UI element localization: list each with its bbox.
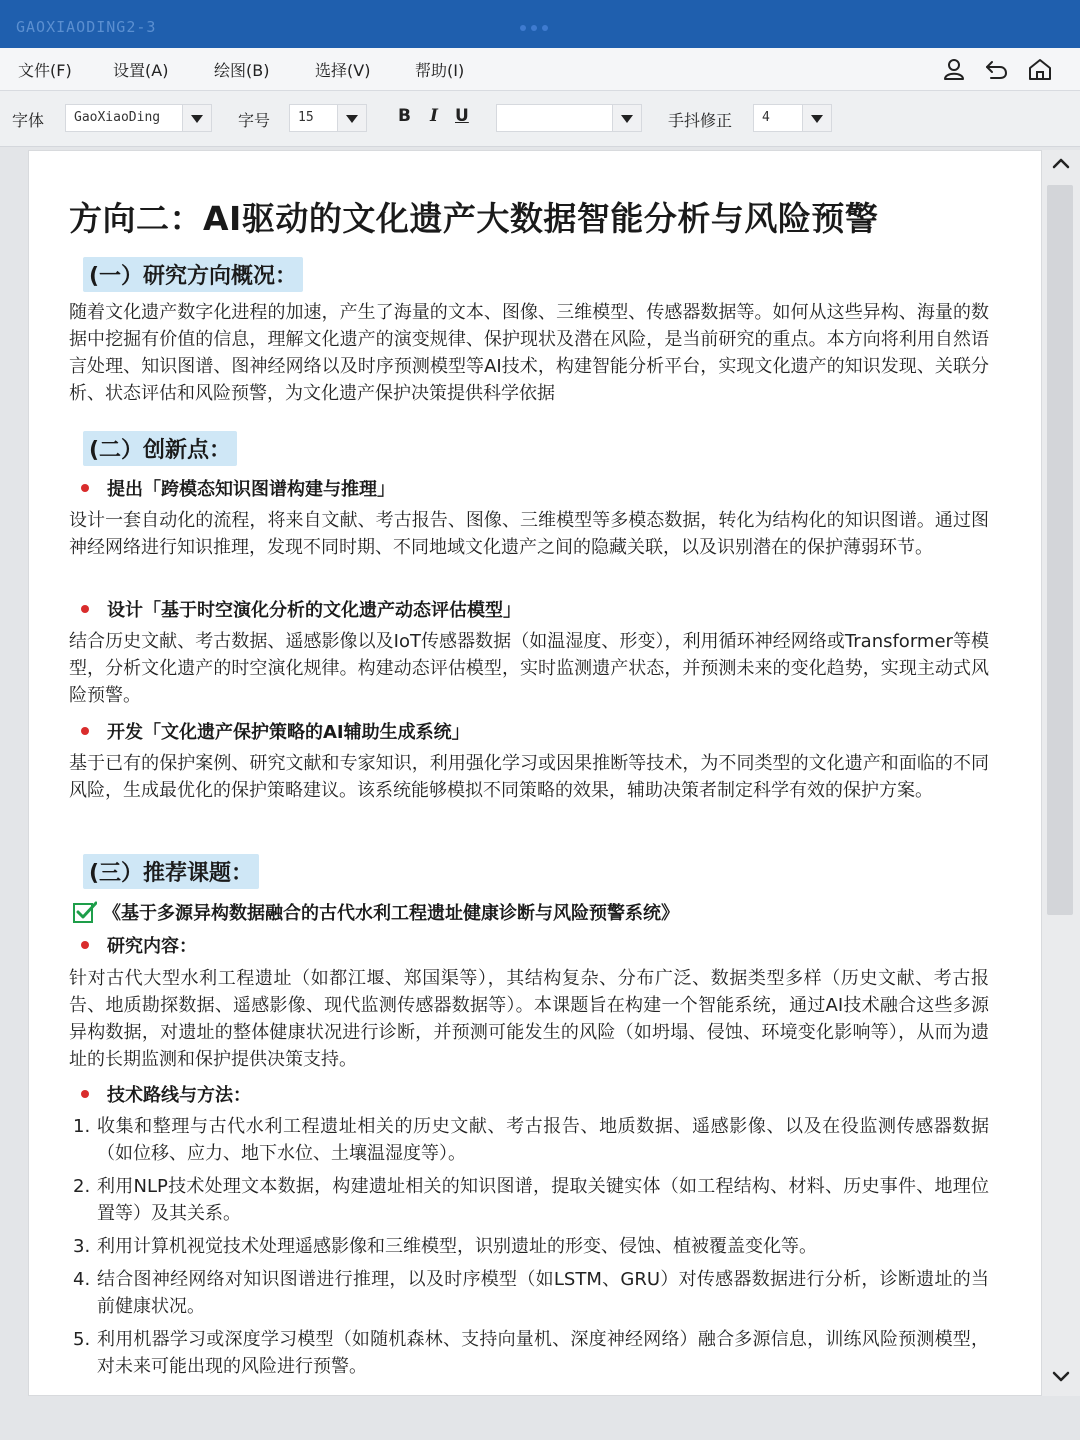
font-select[interactable]	[65, 104, 212, 132]
list-item: 2. 利用NLP技术处理文本数据，构建遗址相关的知识图谱，提取关键实体（如工程结构、材料、历史事件、地理位置等）及其关系。	[73, 1176, 989, 1224]
bullet-icon	[81, 727, 89, 735]
style-select[interactable]	[496, 104, 642, 132]
menu-file[interactable]: 文件(F)	[18, 61, 72, 80]
size-label: 字号	[238, 111, 271, 130]
list-item: 5. 利用机器学习或深度学习模型（如随机森林、支持向量机、深度神经网络）融合多源信息，训练风险预测模型，对未来可能出现的风险进行预警。	[73, 1329, 989, 1377]
research-content-label: 研究内容：	[81, 932, 197, 958]
innovation-item-title: 设计「基于时空演化分析的文化遗产动态评估模型」	[81, 596, 521, 622]
method-label: 技术路线与方法：	[81, 1081, 251, 1107]
section-heading-overview: (一）研究方向概况：	[83, 257, 303, 292]
jitter-select[interactable]	[753, 104, 832, 132]
innovation-item-title: 提出「跨模态知识图谱构建与推理」	[81, 475, 395, 501]
method-steps-list	[69, 1113, 989, 1386]
document-title: 方向二：AI驱动的文化遗产大数据智能分析与风险预警	[69, 199, 879, 238]
user-icon[interactable]	[941, 56, 967, 82]
menu-draw[interactable]: 绘图(B)	[214, 61, 270, 80]
checkbox-checked-icon	[73, 901, 97, 923]
document-page[interactable]	[28, 150, 1042, 1396]
title-bar	[0, 0, 1080, 48]
research-content-paragraph: 针对古代大型水利工程遗址（如都江堰、郑国渠等），其结构复杂、分布广泛、数据类型多样（历史文献、考古报告、地质勘探数据、遥感影像、现代监测传感器数据等）。本课题旨在构建一个智能系统，通过AI技术融合这些多源异构数据，对遗址的整体健康状况进行诊断，并预测可能发生的风险（如坍塌、侵蚀、环境变化影响等），从而为遗址的长期监测和保护提供决策支持。	[69, 968, 989, 1070]
format-toolbar	[0, 91, 1080, 147]
app-title: GAOXIAODING2-3	[16, 18, 157, 36]
section-heading-topic: (三）推荐课题：	[83, 854, 259, 889]
menu-help[interactable]: 帮助(I)	[415, 61, 465, 80]
window-options-icon[interactable]	[520, 25, 548, 31]
size-select-value: 15	[298, 110, 314, 125]
overview-paragraph: 随着文化遗产数字化进程的加速，产生了海量的文本、图像、三维模型、传感器数据等。如何从这些异构、海量的数据中挖掘有价值的信息，理解文化遗产的演变规律、保护现状及潜在风险，是当前研究的重点。本方向将利用自然语言处理、知识图谱、图神经网络以及时序预测模型等AI技术，构建智能分析平台，实现文化遗产的知识发现、关联分析、状态评估和风险预警，为文化遗产保护决策提供科学依据	[69, 302, 989, 404]
chevron-up-icon[interactable]	[1051, 154, 1071, 174]
status-strip	[0, 1396, 1080, 1440]
chevron-down-icon[interactable]	[182, 105, 211, 131]
vertical-scrollbar[interactable]	[1042, 150, 1080, 1396]
menu-select[interactable]: 选择(V)	[315, 61, 371, 80]
jitter-label: 手抖修正	[668, 111, 733, 130]
bullet-icon	[81, 484, 89, 492]
bullet-icon	[81, 1090, 89, 1098]
size-select[interactable]	[289, 104, 367, 132]
italic-button[interactable]: I	[430, 106, 438, 126]
list-item: 4. 结合图神经网络对知识图谱进行推理，以及时序模型（如LSTM、GRU）对传感器数据进行分析，诊断遗址的当前健康状况。	[73, 1269, 989, 1317]
innovation-item-body: 设计一套自动化的流程，将来自文献、考古报告、图像、三维模型等多模态数据，转化为结构化的知识图谱。通过图神经网络进行知识推理，发现不同时期、不同地域文化遗产之间的隐藏关联，以及识别潜在的保护薄弱环节。	[69, 510, 989, 558]
chevron-down-icon[interactable]	[802, 105, 831, 131]
home-icon[interactable]	[1027, 56, 1053, 82]
innovation-item-body: 基于已有的保护案例、研究文献和专家知识，利用强化学习或因果推断等技术，为不同类型的文化遗产和面临的不同风险，生成最优化的保护策略建议。该系统能够模拟不同策略的效果，辅助决策者制定科学有效的保护方案。	[69, 753, 989, 801]
chevron-down-icon[interactable]	[337, 105, 366, 131]
scrollbar-thumb[interactable]	[1047, 185, 1073, 915]
section-heading-innovation: (二）创新点：	[83, 431, 237, 466]
menu-bar	[0, 48, 1080, 91]
font-select-value: GaoXiaoDing	[74, 110, 161, 125]
list-item: 1. 收集和整理与古代水利工程遗址相关的历史文献、考古报告、地质数据、遥感影像、以及在役监测传感器数据（如位移、应力、地下水位、土壤温湿度等）。	[73, 1116, 989, 1164]
chevron-down-icon[interactable]	[1051, 1366, 1071, 1386]
topic-title: 《基于多源异构数据融合的古代水利工程遗址健康诊断与风险预警系统》	[73, 899, 679, 925]
undo-icon[interactable]	[983, 56, 1009, 82]
list-item: 3. 利用计算机视觉技术处理遥感影像和三维模型，识别遗址的形变、侵蚀、植被覆盖变化等。	[73, 1236, 817, 1257]
chevron-down-icon[interactable]	[612, 105, 641, 131]
bullet-icon	[81, 605, 89, 613]
font-label: 字体	[12, 111, 45, 130]
innovation-item-title: 开发「文化遗产保护策略的AI辅助生成系统」	[81, 718, 470, 744]
underline-button[interactable]: U	[455, 106, 469, 126]
innovation-item-body: 结合历史文献、考古数据、遥感影像以及IoT传感器数据（如温湿度、形变），利用循环神经网络或Transformer等模型，分析文化遗产的时空演化规律。构建动态评估模型，实时监测遗产状态，并预测未来的变化趋势，实现主动式风险预警。	[69, 631, 989, 706]
bold-button[interactable]: B	[398, 106, 411, 126]
jitter-select-value: 4	[762, 110, 770, 125]
menu-settings[interactable]: 设置(A)	[113, 61, 169, 80]
bullet-icon	[81, 941, 89, 949]
